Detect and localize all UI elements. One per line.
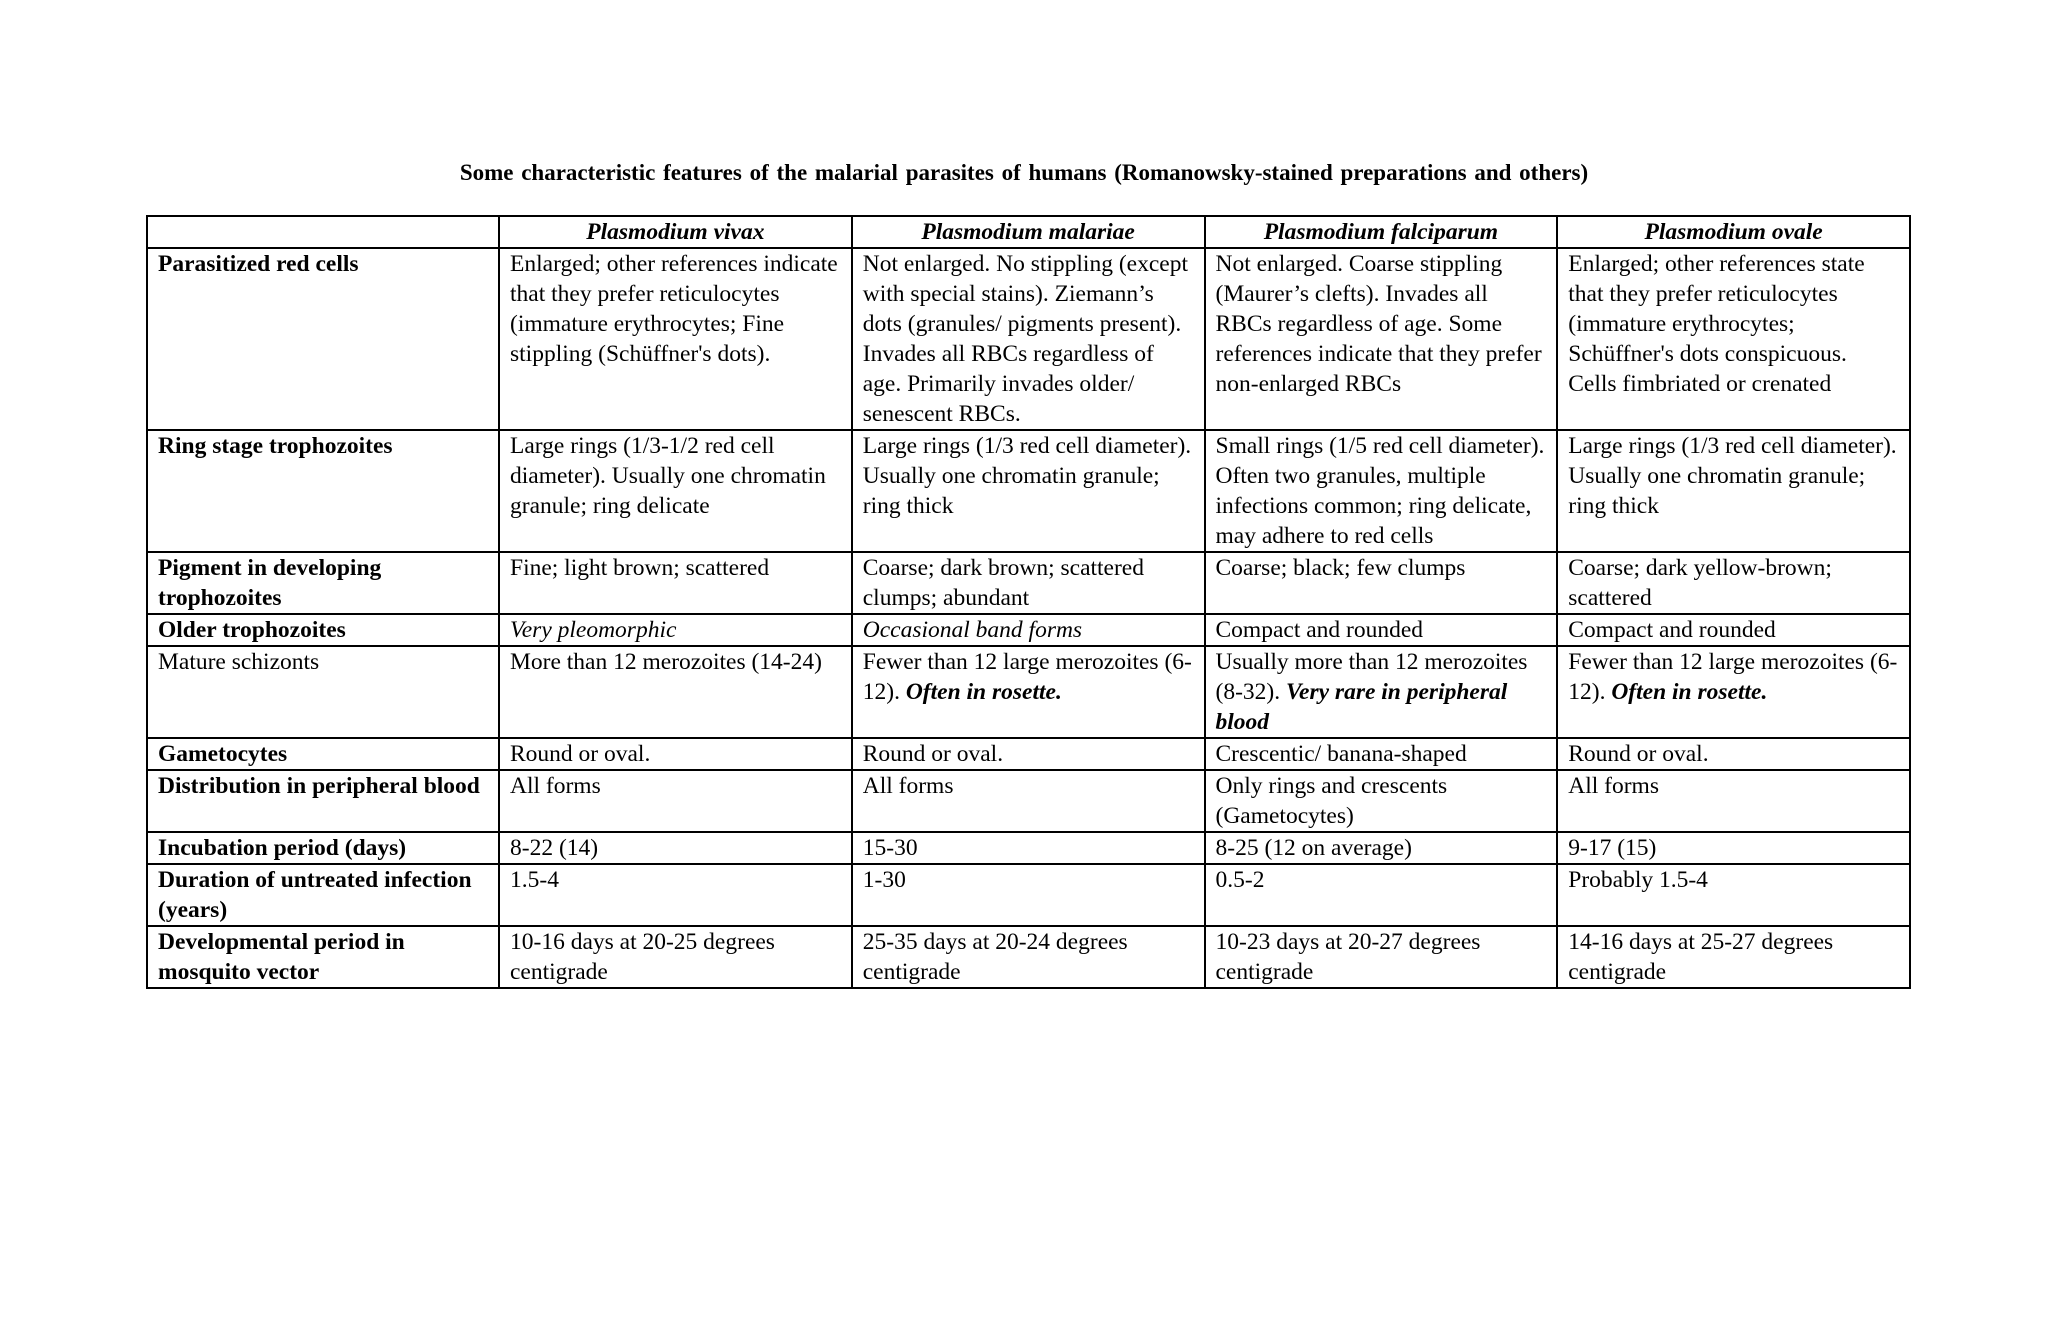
cell-ovale	[1557, 552, 1910, 614]
cell-text: 8-22 (14)	[510, 835, 599, 861]
cell-ovale	[1557, 430, 1910, 552]
cell-text: All forms	[1568, 773, 1659, 799]
cell-falciparum	[1205, 832, 1558, 864]
cell-vivax	[499, 926, 852, 988]
cell-text: Fine; light brown; scattered	[510, 555, 770, 581]
table-row	[147, 738, 1910, 770]
cell-malariae	[852, 738, 1205, 770]
cell-ovale	[1557, 926, 1910, 988]
cell-text: All forms	[510, 773, 601, 799]
cell-text: Coarse; dark brown; scattered clumps; abundant	[862, 555, 1144, 611]
row-label: Mature schizonts	[147, 646, 499, 738]
cell-vivax	[499, 430, 852, 552]
cell-falciparum	[1205, 738, 1558, 770]
cell-vivax	[499, 646, 852, 738]
row-label: Gametocytes	[147, 738, 499, 770]
cell-text: Large rings (1/3-1/2 red cell diameter). Usually one chromatin granule; ring delicate	[510, 433, 826, 519]
cell-text: 10-23 days at 20-27 degrees centigrade	[1215, 929, 1481, 985]
table-row	[147, 832, 1910, 864]
cell-ovale	[1557, 864, 1910, 926]
cell-vivax	[499, 864, 852, 926]
column-header-malariae: Plasmodium malariae	[852, 216, 1205, 248]
cell-text: 14-16 days at 25-27 degrees centigrade	[1568, 929, 1834, 985]
cell-text: Large rings (1/3 red cell diameter). Usually one chromatin granule; ring thick	[862, 433, 1192, 519]
cell-text: 8-25 (12 on average)	[1215, 835, 1412, 861]
cell-falciparum	[1205, 926, 1558, 988]
cell-text: 9-17 (15)	[1568, 835, 1657, 861]
features-table	[146, 215, 1911, 989]
cell-text: Round or oval.	[862, 741, 1004, 767]
row-label: Incubation period (days)	[147, 832, 499, 864]
row-label: Older trophozoites	[147, 614, 499, 646]
cell-malariae	[852, 646, 1205, 738]
cell-falciparum	[1205, 248, 1558, 430]
table-row	[147, 770, 1910, 832]
cell-ovale	[1557, 738, 1910, 770]
cell-text: 0.5-2	[1215, 867, 1265, 893]
cell-falciparum	[1205, 770, 1558, 832]
cell-text: Enlarged; other references state that they prefer reticulocytes (immature erythrocytes; Schüffner's dots conspicuous. Cells fimbriated or crenated	[1568, 251, 1865, 397]
cell-text: Coarse; black; few clumps	[1215, 555, 1466, 581]
table-row	[147, 552, 1910, 614]
cell-text: Enlarged; other references indicate that they prefer reticulocytes (immature erythrocytes; Fine stippling (Schüffner's dots).	[510, 251, 838, 367]
row-label: Ring stage trophozoites	[147, 430, 499, 552]
cell-text: Very pleomorphic	[510, 617, 677, 643]
cell-text: 25-35 days at 20-24 degrees centigrade	[862, 929, 1128, 985]
cell-falciparum	[1205, 430, 1558, 552]
cell-falciparum	[1205, 646, 1558, 738]
cell-malariae	[852, 248, 1205, 430]
cell-vivax	[499, 738, 852, 770]
row-label: Pigment in developing trophozoites	[147, 552, 499, 614]
cell-text: 1-30	[862, 867, 906, 893]
cell-text: All forms	[862, 773, 954, 799]
cell-malariae	[852, 770, 1205, 832]
cell-text: Not enlarged. No stippling (except with special stains). Ziemann’s dots (granules/ pigments present). Invades all RBCs regardless of age. Primarily invades older/ senescent RBCs.	[862, 251, 1188, 427]
cell-text: 10-16 days at 20-25 degrees centigrade	[510, 929, 775, 985]
cell-falciparum	[1205, 864, 1558, 926]
table-row	[147, 248, 1910, 430]
cell-vivax	[499, 552, 852, 614]
row-label: Distribution in peripheral blood	[147, 770, 499, 832]
column-header-falciparum: Plasmodium falciparum	[1205, 216, 1558, 248]
cell-text: Compact and rounded	[1568, 617, 1776, 643]
table-row	[147, 864, 1910, 926]
cell-text: Usually more than 12 merozoites (8-32).	[1215, 649, 1528, 705]
header-corner-cell	[147, 216, 499, 248]
cell-malariae	[852, 832, 1205, 864]
cell-emphasis-text: Often in rosette.	[905, 679, 1062, 705]
cell-text: Fewer than 12 large merozoites (6-12).	[862, 649, 1192, 705]
column-header-ovale: Plasmodium ovale	[1557, 216, 1910, 248]
table-row	[147, 430, 1910, 552]
page-title: Some characteristic features of the malarial parasites of humans (Romanowsky-stained preparations and others)	[459, 160, 1589, 185]
cell-ovale	[1557, 248, 1910, 430]
cell-text: Not enlarged. Coarse stippling (Maurer’s clefts). Invades all RBCs regardless of age. Some references indicate that they prefer non-enlarged RBCs	[1215, 251, 1542, 397]
row-label: Developmental period in mosquito vector	[147, 926, 499, 988]
table-row	[147, 614, 1910, 646]
cell-text: 1.5-4	[510, 867, 559, 893]
cell-vivax	[499, 614, 852, 646]
cell-text: Coarse; dark yellow-brown; scattered	[1568, 555, 1832, 611]
cell-vivax	[499, 770, 852, 832]
cell-vivax	[499, 248, 852, 430]
cell-text: Fewer than 12 large merozoites (6-12).	[1568, 649, 1898, 705]
cell-text: Crescentic/ banana-shaped	[1215, 741, 1467, 767]
cell-ovale	[1557, 614, 1910, 646]
cell-text: Probably 1.5-4	[1568, 867, 1708, 893]
cell-ovale	[1557, 832, 1910, 864]
header-row	[147, 216, 1910, 248]
cell-text: Round or oval.	[1568, 741, 1709, 767]
column-header-vivax: Plasmodium vivax	[499, 216, 852, 248]
cell-text: 15-30	[862, 835, 918, 861]
cell-text: Small rings (1/5 red cell diameter). Often two granules, multiple infections common; ring delicate, may adhere to red cells	[1215, 433, 1545, 549]
cell-vivax	[499, 832, 852, 864]
cell-ovale	[1557, 770, 1910, 832]
row-label: Duration of untreated infection (years)	[147, 864, 499, 926]
cell-ovale	[1557, 646, 1910, 738]
cell-emphasis-text: Often in rosette.	[1611, 679, 1768, 705]
cell-text: More than 12 merozoites (14-24)	[510, 649, 822, 675]
cell-malariae	[852, 552, 1205, 614]
cell-malariae	[852, 926, 1205, 988]
cell-text: Occasional band forms	[862, 617, 1083, 643]
cell-text: Large rings (1/3 red cell diameter). Usually one chromatin granule; ring thick	[1568, 433, 1897, 519]
cell-malariae	[852, 864, 1205, 926]
table-row	[147, 926, 1910, 988]
cell-text: Compact and rounded	[1215, 617, 1424, 643]
cell-text: Only rings and crescents (Gametocytes)	[1215, 773, 1448, 829]
cell-malariae	[852, 430, 1205, 552]
cell-emphasis-text: Very rare in peripheral blood	[1215, 679, 1508, 735]
cell-falciparum	[1205, 614, 1558, 646]
table-row	[147, 646, 1910, 738]
row-label: Parasitized red cells	[147, 248, 499, 430]
table-body	[147, 248, 1910, 988]
cell-falciparum	[1205, 552, 1558, 614]
cell-malariae	[852, 614, 1205, 646]
cell-text: Round or oval.	[510, 741, 651, 767]
